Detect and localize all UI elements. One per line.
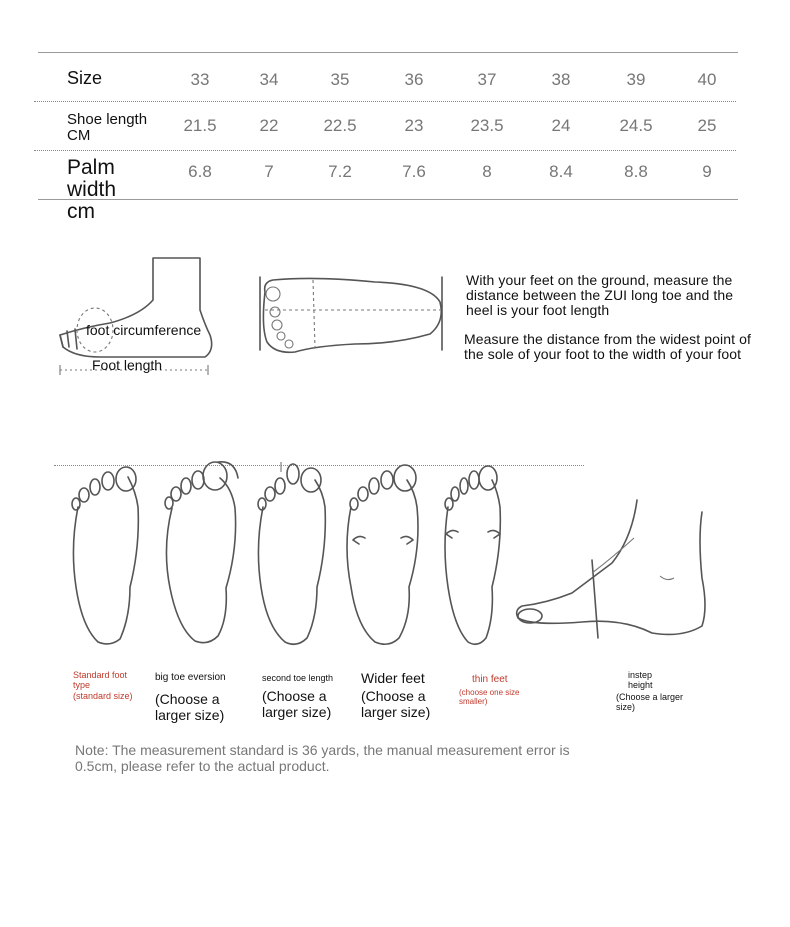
foot-type-caption bbox=[262, 673, 352, 721]
second-toe-long-illustration bbox=[255, 462, 335, 650]
palm-width-cell: 6.8 bbox=[188, 162, 212, 181]
standard-foot-illustration bbox=[68, 467, 143, 647]
foot-type-subtitle: (Choose a larger size) bbox=[361, 688, 431, 721]
length-instruction: With your feet on the ground, measure the distance between the ZUI long toe and the heel is your foot length bbox=[466, 272, 734, 318]
foot-type-title: Wider feet bbox=[361, 670, 425, 686]
size-cell: 40 bbox=[697, 70, 717, 89]
foot-type-caption bbox=[73, 670, 143, 701]
palm-width-cell: 9 bbox=[702, 162, 712, 181]
table-row-divider bbox=[34, 150, 736, 151]
shoe-length-cell: 24 bbox=[551, 116, 571, 135]
foot-type-caption bbox=[155, 672, 245, 723]
size-cell: 34 bbox=[259, 70, 279, 89]
size-cell: 38 bbox=[551, 70, 571, 89]
wider-feet-illustration bbox=[345, 462, 425, 650]
palm-width-cell: 7.2 bbox=[328, 162, 352, 181]
palm-width-cell: 8.4 bbox=[549, 162, 573, 181]
width-instruction: Measure the distance from the widest point of the sole of your foot to the width of your foot bbox=[464, 331, 751, 362]
palm-width-row-label: Palm width cm bbox=[67, 156, 117, 223]
foot-type-subtitle: (choose one size smaller) bbox=[459, 687, 520, 706]
shoe-length-cell: 23.5 bbox=[470, 116, 504, 135]
foot-type-title: big toe eversion bbox=[155, 672, 226, 683]
foot-type-title: thin feet bbox=[472, 674, 508, 685]
size-row-label: Size bbox=[67, 68, 103, 88]
shoe-length-cell: 25 bbox=[697, 116, 717, 135]
palm-width-cell: 7.6 bbox=[402, 162, 426, 181]
palm-width-cell: 8 bbox=[482, 162, 492, 181]
top-foot-illustration bbox=[255, 272, 450, 357]
foot-type-title: second toe length bbox=[262, 673, 334, 683]
palm-width-cell: 8.8 bbox=[624, 162, 648, 181]
foot-length-label: Foot length bbox=[92, 357, 163, 373]
foot-type-title: Standard foot type bbox=[73, 670, 128, 691]
big-toe-eversion-illustration bbox=[160, 458, 245, 648]
instep-height-illustration bbox=[512, 498, 712, 653]
foot-type-subtitle: (Choose a larger size) bbox=[155, 690, 225, 723]
table-top-rule bbox=[38, 52, 738, 53]
foot-type-caption bbox=[616, 670, 696, 712]
shoe-length-cell: 24.5 bbox=[619, 116, 653, 135]
table-row-divider bbox=[34, 101, 736, 102]
thin-feet-illustration bbox=[438, 462, 508, 650]
shoe-length-cell: 22.5 bbox=[323, 116, 357, 135]
foot-type-caption bbox=[459, 674, 549, 706]
foot-type-subtitle: (Choose a larger size) bbox=[616, 691, 684, 713]
foot-type-subtitle: (standard size) bbox=[73, 690, 133, 701]
foot-type-subtitle: (Choose a larger size) bbox=[262, 688, 332, 721]
size-cell: 39 bbox=[626, 70, 646, 89]
size-cell: 35 bbox=[330, 70, 350, 89]
shoe-length-cell: 23 bbox=[404, 116, 424, 135]
size-cell: 37 bbox=[477, 70, 497, 89]
size-cell: 36 bbox=[404, 70, 424, 89]
measurement-note: Note: The measurement standard is 36 yards, the manual measurement error is 0.5cm, please refer to the actual product. bbox=[75, 742, 570, 774]
shoe-length-cell: 21.5 bbox=[183, 116, 217, 135]
foot-circumference-label: foot circumference bbox=[86, 322, 202, 338]
size-cell: 33 bbox=[190, 70, 210, 89]
foot-type-caption bbox=[361, 670, 451, 720]
foot-type-title: instep height bbox=[628, 670, 653, 691]
table-bottom-rule bbox=[38, 199, 738, 200]
shoe-length-row-label: Shoe length CM bbox=[67, 111, 148, 144]
palm-width-cell: 7 bbox=[264, 162, 274, 181]
shoe-length-cell: 22 bbox=[259, 116, 279, 135]
